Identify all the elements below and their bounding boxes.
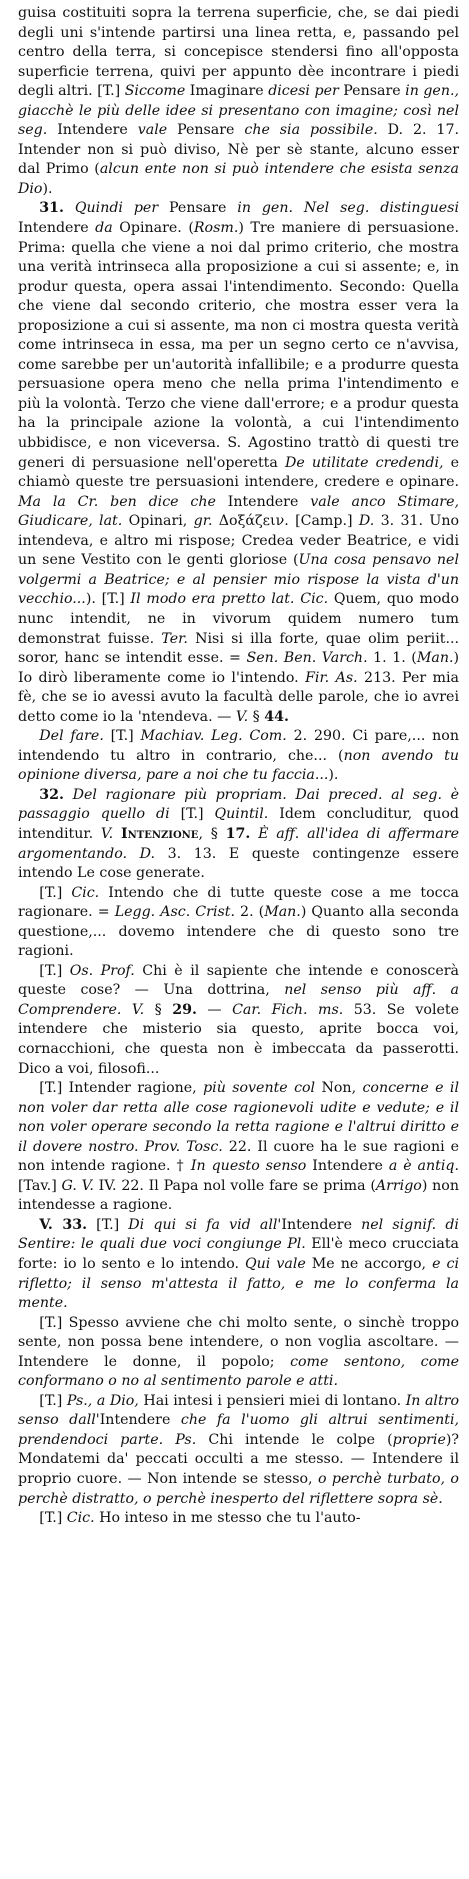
italic-text: alcun ente non si può intendere che esista senza Dio: [18, 161, 459, 197]
text-run: [250, 826, 258, 842]
italic-text: e ci rifletto; il senso m'attesta il fatto, e me lo conferma la mente.: [18, 1256, 459, 1312]
text-run: 2. 290. Ci pare,... non intendendo tu altro in contrario, che... (: [18, 728, 459, 764]
text-run: guisa costituiti sopra la terrena superficie, che, se dai piedi degli uni s'intende partirsi una linea retta, e, passando pel centro della terra, si concepisce stendersi fino all'opposta superficie terrena, quivi per appunto dèe incontrare i piedi degli altri. [T.]: [18, 5, 459, 100]
text-run: Opinare. (: [112, 220, 194, 237]
entry-paragraph: [18, 199, 459, 727]
italic-text: Car. Fich. ms.: [232, 1001, 344, 1018]
text-run: [Tav.]: [18, 1177, 62, 1194]
entry-paragraph: [18, 786, 459, 884]
italic-text: V.: [100, 825, 114, 842]
italic-text: Rosm.: [193, 220, 239, 237]
text-run: Imaginare: [185, 83, 269, 100]
section-number: V. 33.: [39, 1216, 88, 1233]
italic-text: Man.: [416, 650, 454, 667]
entry-paragraph: [18, 1079, 459, 1216]
text-run: [T.] Intender ragione,: [39, 1080, 204, 1097]
italic-text: V.: [235, 708, 249, 725]
italic-text: come sentono, come conformano o no al sentimento parole e atti.: [18, 1353, 459, 1390]
text-run: Chi è il sapiente che intende e conoscerà queste cose? — Una dottrina,: [18, 962, 459, 999]
italic-text: V.: [131, 1001, 145, 1018]
text-run: [T.]: [39, 962, 70, 979]
italic-text: Del fare.: [39, 728, 104, 745]
text-run: [T.]: [39, 1392, 67, 1409]
text-run: 1. 1. (: [367, 650, 417, 667]
text-run: Hai intesi i pensieri miei di lontano.: [138, 1392, 406, 1409]
italic-text: Cic.: [71, 884, 100, 901]
italic-text: gr.: [193, 513, 213, 530]
text-run: 3. 31. Uno intendeva, e altro mi rispose; Credea veder Beatrice, e vidi un sene Vestito con le genti gloriose (: [18, 513, 459, 569]
cross-reference: Intenzione: [121, 825, 199, 842]
text-run: §: [248, 708, 265, 725]
text-run: [T.]: [103, 728, 141, 745]
italic-text: Machiav. Leg. Com.: [140, 728, 287, 745]
text-run: D. 2. 17. Intender non si può diviso, Nè per sè stante, alcuno esser dal Primo (: [18, 122, 459, 178]
text-run: Intendo che di tutte queste cose a me tocca ragionare. =: [18, 884, 460, 921]
italic-text: Fir. As.: [305, 669, 358, 686]
italic-text: Del ragionare più propriam. Dai preced. al seg. è passaggio quello di: [18, 786, 459, 823]
italic-text: concerne e il non voler dar retta alle cose ragionevoli udite e vedute; e il non voler operare secondo la retta ragione e l'altrui diritto e il dovere nostro.: [18, 1080, 459, 1155]
text-run: 213. Per mia fè, che se io avessi avuto la facultà delle parole, che io avrei detto come io la 'ntendeva. —: [18, 669, 459, 725]
italic-text: Comprendere.: [18, 1001, 122, 1018]
text-run: Opinari,: [122, 513, 194, 530]
italic-text: Sen. Ben. Varch.: [246, 650, 368, 667]
italic-text: a è antiq.: [388, 1158, 459, 1175]
text-run: Ell'è meco crucciata forte: io lo sento e lo intendo.: [18, 1236, 459, 1272]
italic-text: In altro senso dall': [18, 1392, 459, 1429]
text-run: Pensare: [158, 200, 238, 217]
text-run: ) Quanto alla seconda questione,... dovemo intendere che di questo sono tre ragioni.: [18, 904, 459, 960]
text-run: —: [196, 1001, 233, 1018]
italic-text: dicesi per: [268, 83, 339, 100]
italic-text: non avendo tu opinione diversa, pare a noi che tu faccia...: [18, 747, 459, 784]
text-run: e chiamò queste tre persuasioni intendere, credere e opinare.: [18, 454, 459, 491]
text-run: [64, 787, 73, 803]
text-run: 3. 13. E queste contingenze essere intendo Le cose generate.: [18, 845, 460, 882]
text-run: [113, 826, 121, 842]
text-run: , §: [198, 825, 226, 842]
text-run: Nisi si illa forte, quae olim periit... soror, hanc se intendit esse. =: [18, 630, 459, 667]
italic-text: Os. Prof.: [69, 962, 135, 979]
text-run: Ho inteso in me stesso che tu l'auto-: [94, 1510, 361, 1527]
entry-paragraph: [18, 1314, 459, 1392]
text-run: Pensare: [167, 122, 245, 139]
italic-text: più sovente col: [203, 1080, 316, 1097]
entry-paragraph: [18, 727, 459, 786]
text-run: 22. Il cuore ha le sue ragioni e non intende ragione. †: [18, 1138, 460, 1175]
italic-text: Ps.: [175, 1431, 197, 1448]
italic-text: vale: [137, 122, 168, 139]
italic-text: Quintil.: [214, 806, 269, 823]
italic-text: D.: [358, 513, 375, 530]
text-run: ) Io dirò liberamente come io l'intendo.: [18, 650, 460, 686]
section-number: 29.: [172, 1001, 197, 1018]
text-run: IV. 22. Il Papa nol volle fare se prima (: [93, 1177, 376, 1194]
italic-text: Qui vale: [245, 1256, 306, 1272]
text-run: [121, 1002, 131, 1018]
italic-text: o perchè turbato, o perchè distratto, o perchè inesperto del riflettere sopra sè.: [18, 1471, 459, 1507]
entry-paragraph: [18, 1392, 459, 1509]
italic-text: proprie: [392, 1431, 446, 1448]
text-run: )? Mondatemi da' peccati occulti a me stesso. — Intendere il proprio cuore. — Non intende se stesso,: [18, 1431, 459, 1488]
italic-text: Ma la Cr. ben dice che: [18, 493, 216, 510]
text-run: Intendere: [281, 1216, 362, 1233]
text-run: Intendere: [18, 220, 96, 237]
text-run: [64, 200, 75, 216]
text-run: Pensare: [338, 83, 406, 100]
text-run: [T.] Spesso avviene che chi molto sente, o sinchè troppo sente, non possa bene intendere, o non voglia ascoltare. — Intendere le donne, il popolo;: [18, 1314, 459, 1370]
text-run: Intendere: [215, 493, 311, 510]
italic-text: in gen. Nel seg. distinguesi: [237, 200, 459, 217]
italic-text: Prov. Tosc.: [144, 1138, 223, 1155]
italic-text: Cic.: [300, 591, 329, 608]
italic-text: D.: [139, 845, 156, 862]
italic-text: Quindi per: [74, 200, 159, 217]
italic-text: Il modo era pretto lat.: [130, 591, 295, 608]
entry-paragraph: [18, 1216, 459, 1314]
text-run: ).: [42, 180, 53, 197]
italic-text: Arrigo: [375, 1177, 422, 1194]
text-run: ) Tre maniere di persuasione. Prima: quella che viene a noi dal primo criterio, che mostra una verità intrinseca alla proposizione a cui si assente; e, in produr questa, opera assai l'intendimento. Secondo: Quella che viene dal secondo criterio, che mostra esser vera la proposizione a cui si assente, ma non ci mostra questa verità come intrinseca in essa, ma per un segno certo ce n'avvisa, come sarebbe per un'autorità infallibile; e a produrre questa persuasione opera meno che nella prima l'intendimento e più la volontà. Terzo che viene dall'errore; e a produr questa ha la principale azione la volontà, a cui l'intendimento ubbidisce, e non viceversa. S. Agostino trattò di questi tre generi di persuasione nell'operetta: [18, 220, 459, 471]
italic-text: In questo senso: [190, 1158, 307, 1175]
italic-text: le quali due voci congiunge Pl.: [80, 1236, 306, 1253]
text-run: [T.]: [169, 806, 215, 823]
italic-text: De utilitate credendi,: [284, 454, 444, 471]
text-run: [386, 494, 398, 510]
entry-paragraph: [18, 4, 459, 199]
text-run: ).: [328, 767, 339, 784]
italic-text: Man.: [264, 904, 301, 921]
italic-text: È aff. all'idea di affermare argomentando.: [18, 825, 460, 862]
entry-paragraph: [18, 962, 459, 1079]
section-number: 17.: [225, 825, 251, 842]
italic-text: in gen., giacchè le più delle idee si presentano con imagine; così nel seg.: [18, 83, 459, 139]
italic-text: Di qui si fa vid all': [128, 1216, 282, 1233]
italic-text: nel senso più aff. a: [284, 982, 459, 999]
text-run: Me ne accorgo,: [305, 1256, 433, 1272]
text-run: 53. Se volete intendere che misterio sia questo, aprite bocca voi, cornacchioni, che questa non è imbeccata da passerotti. Dico a voi, filosofi...: [18, 1001, 459, 1077]
text-run: Chi intende le colpe (: [196, 1431, 393, 1448]
text-run: Non,: [315, 1080, 363, 1097]
text-run: Idem concluditur, quod intenditur.: [18, 806, 459, 842]
italic-text: G. V.: [61, 1177, 94, 1194]
text-run: Quem, quo modo nunc intendit, ne in vivorum quidem numero tum demonstrat fuisse.: [18, 591, 459, 647]
italic-text: Ps., a Dio,: [66, 1392, 139, 1409]
text-run: 2. (: [234, 904, 265, 921]
text-run: [127, 846, 140, 862]
text-run: [T.]: [39, 884, 72, 901]
text-run: §: [144, 1001, 173, 1018]
entry-paragraph: [18, 1509, 459, 1529]
text-run: [T.]: [39, 1510, 67, 1527]
italic-text: Ter.: [161, 630, 188, 647]
text-run: Intendere: [306, 1158, 389, 1175]
italic-text: Legg. Asc. Crist.: [114, 904, 235, 921]
text-run: Intendere: [47, 122, 138, 139]
italic-text: nel signif. di: [361, 1216, 459, 1233]
italic-text: Una cosa pensavo nel volgermi a Beatrice; e al pensier mio rispose la vista d'un vecchio...: [18, 552, 459, 608]
italic-text: che fa l'uomo gli altrui sentimenti, prendendoci parte.: [18, 1412, 459, 1448]
italic-text: Stimare, Giudicare, lat.: [18, 493, 459, 530]
italic-text: Sentire:: [18, 1236, 76, 1253]
italic-text: da: [95, 220, 113, 237]
text-run: [163, 1432, 175, 1448]
text-run: Δοξάζειν. [Camp.]: [212, 513, 359, 530]
section-number: 31.: [39, 200, 64, 217]
entry-paragraph: [18, 884, 459, 962]
section-number: 32.: [39, 786, 64, 803]
text-run: ). [T.]: [85, 591, 131, 608]
italic-text: vale anco: [310, 493, 386, 510]
italic-text: Cic.: [66, 1510, 95, 1527]
italic-text: Siccome: [124, 83, 186, 100]
section-number: 44.: [264, 708, 289, 725]
text-run: Intendere: [99, 1412, 181, 1429]
italic-text: che sia possibile.: [244, 122, 378, 139]
text-run: ) non intendesse a ragione.: [18, 1177, 459, 1214]
text-run: [T.]: [87, 1216, 129, 1233]
